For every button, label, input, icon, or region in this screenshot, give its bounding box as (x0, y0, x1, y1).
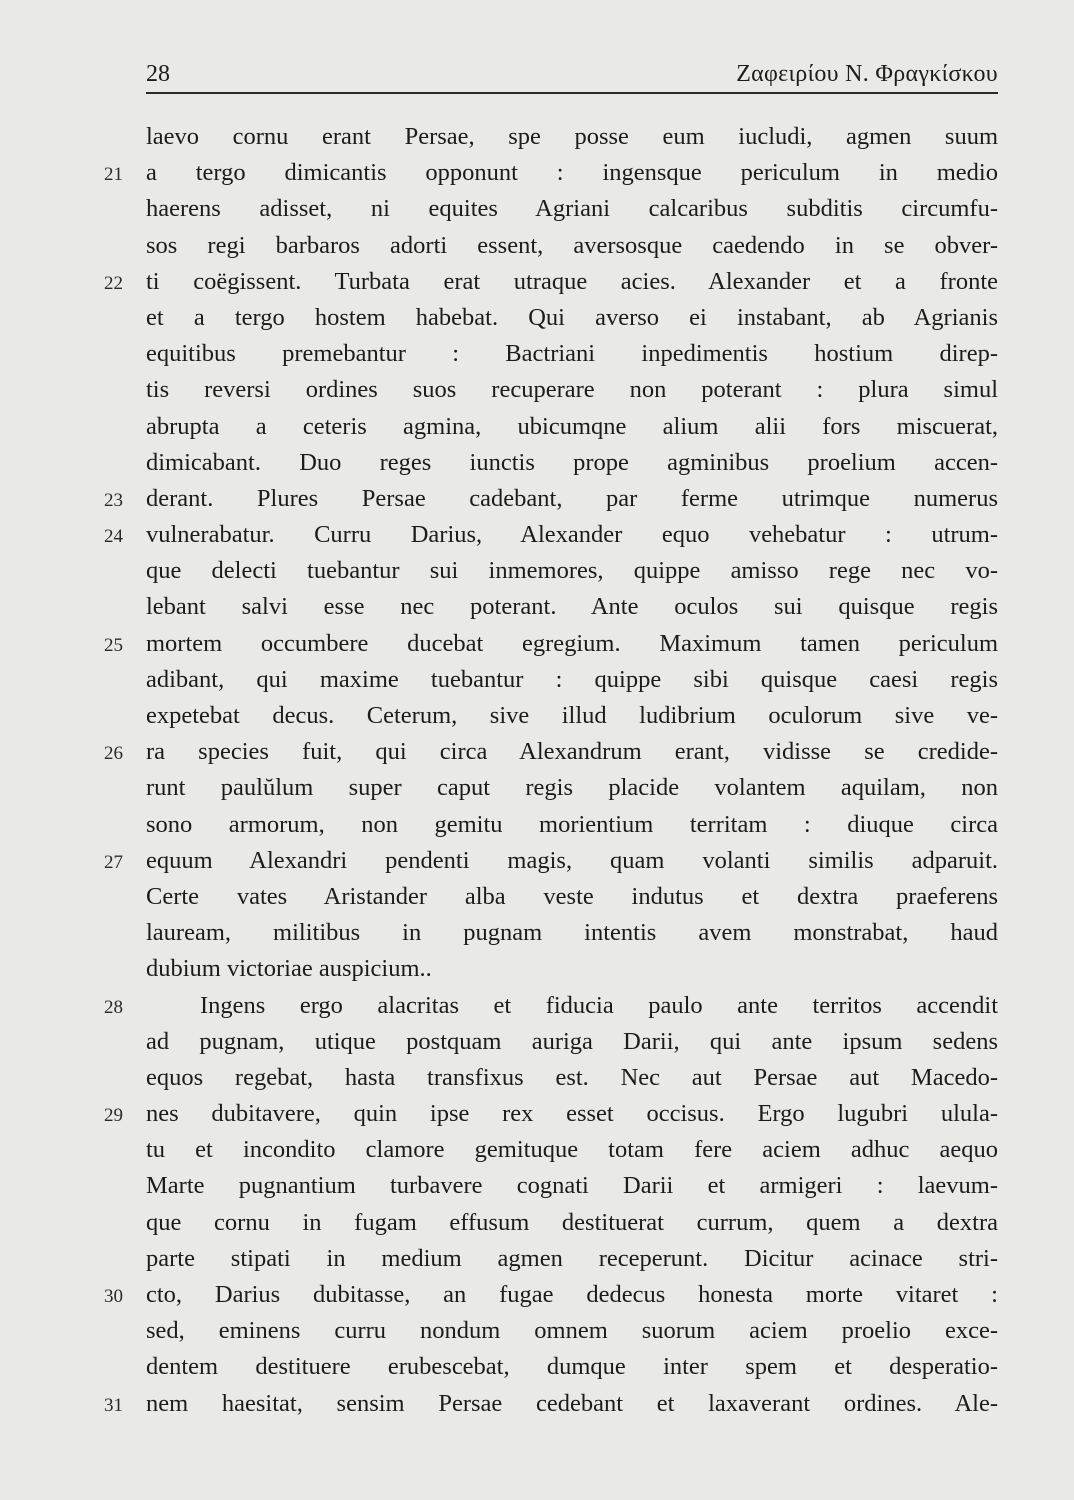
text-line (0, 1314, 1074, 1350)
text-line (0, 554, 1074, 590)
line-text: derant. Plures Persae cadebant, par ferme utrimque numerus (146, 484, 998, 512)
text-line (0, 699, 1074, 735)
line-text: tu et incondito clamore gemituque totam fere aciem adhuc aequo (146, 1136, 998, 1164)
text-line (0, 337, 1074, 373)
text-line (0, 1350, 1074, 1386)
text-line (0, 1133, 1074, 1169)
line-text: lauream, militibus in pugnam intentis avem monstrabat, haud (146, 919, 998, 947)
text-line (0, 880, 1074, 916)
line-text: que delecti tuebantur sui inmemores, quippe amisso rege nec vo- (146, 557, 998, 585)
line-text: equum Alexandri pendenti magis, quam volanti similis adparuit. (146, 846, 998, 874)
marginal-section-number: 24 (104, 526, 123, 548)
text-line (0, 265, 1074, 301)
line-text: equitibus premebantur : Bactriani inpedimentis hostium direp- (146, 340, 998, 368)
text-line (0, 410, 1074, 446)
line-text: nes dubitavere, quin ipse rex esset occisus. Ergo lugubri ulula- (146, 1100, 998, 1128)
marginal-section-number: 23 (104, 489, 123, 511)
text-line (0, 1061, 1074, 1097)
line-text: dubium victoriae auspicium.. (146, 955, 432, 983)
text-line (0, 663, 1074, 699)
marginal-section-number: 21 (104, 164, 123, 186)
line-text: dentem destituere erubescebat, dumque inter spem et desperatio- (146, 1353, 998, 1381)
text-line (0, 1387, 1074, 1423)
line-text: Ingens ergo alacritas et fiducia paulo ante territos accendit (200, 991, 998, 1019)
text-line (0, 735, 1074, 771)
text-line (0, 446, 1074, 482)
line-text: adibant, qui maxime tuebantur : quippe sibi quisque caesi regis (146, 665, 998, 693)
line-text: Marte pugnantium turbavere cognati Darii et armigeri : laevum- (146, 1172, 998, 1200)
text-line (0, 120, 1074, 156)
line-text: sos regi barbaros adorti essent, aversosque caedendo in se obver- (146, 231, 998, 259)
line-text: laevo cornu erant Persae, spe posse eum iucludi, agmen suum (146, 123, 998, 150)
line-text: nem haesitat, sensim Persae cedebant et laxaverant ordines. Ale- (146, 1389, 998, 1417)
text-line (0, 808, 1074, 844)
text-line (0, 1278, 1074, 1314)
line-text: que cornu in fugam effusum destituerat currum, quem a dextra (146, 1208, 998, 1236)
text-line (0, 952, 1074, 988)
line-text: sed, eminens curru nondum omnem suorum aciem proelio exce- (146, 1317, 998, 1345)
line-text: tis reversi ordines suos recuperare non poterant : plura simul (146, 376, 998, 404)
line-text: ad pugnam, utique postquam auriga Darii, qui ante ipsum sedens (146, 1027, 998, 1055)
line-text: sono armorum, non gemitu morientium territam : diuque circa (146, 810, 998, 838)
text-line (0, 989, 1074, 1025)
text-line (0, 1242, 1074, 1278)
text-line (0, 627, 1074, 663)
line-text: parte stipati in medium agmen receperunt. Dicitur acinace stri- (146, 1244, 998, 1272)
line-text: vulnerabatur. Curru Darius, Alexander equo vehebatur : utrum- (146, 521, 998, 549)
line-text: a tergo dimicantis opponunt : ingensque periculum in medio (146, 159, 998, 187)
line-text: haerens adisset, ni equites Agriani calcaribus subditis circumfu- (146, 195, 998, 223)
body-text (0, 120, 1074, 1423)
line-text: dimicabant. Duo reges iunctis prope agminibus proelium accen- (146, 448, 998, 476)
text-line (0, 771, 1074, 807)
text-line (0, 916, 1074, 952)
text-line (0, 373, 1074, 409)
marginal-section-number: 28 (104, 996, 123, 1018)
line-text: lebant salvi esse nec poterant. Ante oculos sui quisque regis (146, 593, 998, 621)
text-line (0, 844, 1074, 880)
marginal-section-number: 31 (104, 1394, 123, 1416)
line-text: Certe vates Aristander alba veste indutus et dextra praeferens (146, 882, 998, 910)
line-text: runt paulŭlum super caput regis placide volantem aquilam, non (146, 774, 998, 802)
page-header (146, 58, 998, 94)
text-line (0, 482, 1074, 518)
line-text: expetebat decus. Ceterum, sive illud ludibrium oculorum sive ve- (146, 702, 998, 729)
text-line (0, 301, 1074, 337)
line-text: cto, Darius dubitasse, an fugae dedecus honesta morte vitaret : (146, 1281, 998, 1308)
text-line (0, 1025, 1074, 1061)
line-text: mortem occumbere ducebat egregium. Maximum tamen periculum (146, 629, 998, 657)
marginal-section-number: 25 (104, 634, 123, 656)
line-text: ti coëgissent. Turbata erat utraque acies. Alexander et a fronte (146, 267, 998, 295)
text-line (0, 518, 1074, 554)
marginal-section-number: 27 (104, 851, 123, 873)
text-line (0, 590, 1074, 626)
line-text: equos regebat, hasta transfixus est. Nec aut Persae aut Macedo- (146, 1063, 998, 1091)
marginal-section-number: 26 (104, 743, 123, 765)
marginal-section-number: 29 (104, 1105, 123, 1127)
page-number: 28 (146, 61, 170, 87)
text-line (0, 1206, 1074, 1242)
line-text: abrupta a ceteris agmina, ubicumqne alium alii fors miscuerat, (146, 412, 998, 440)
text-line (0, 156, 1074, 192)
text-line (0, 229, 1074, 265)
text-line (0, 1097, 1074, 1133)
marginal-section-number: 30 (104, 1286, 123, 1307)
running-head: Ζαφειρίου Ν. Φραγκίσκου (736, 61, 998, 87)
marginal-section-number: 22 (104, 272, 123, 294)
text-line (0, 1169, 1074, 1205)
text-line (0, 192, 1074, 228)
line-text: et a tergo hostem habebat. Qui averso ei instabant, ab Agrianis (146, 303, 998, 331)
line-text: ra species fuit, qui circa Alexandrum erant, vidisse se credide- (146, 738, 998, 766)
